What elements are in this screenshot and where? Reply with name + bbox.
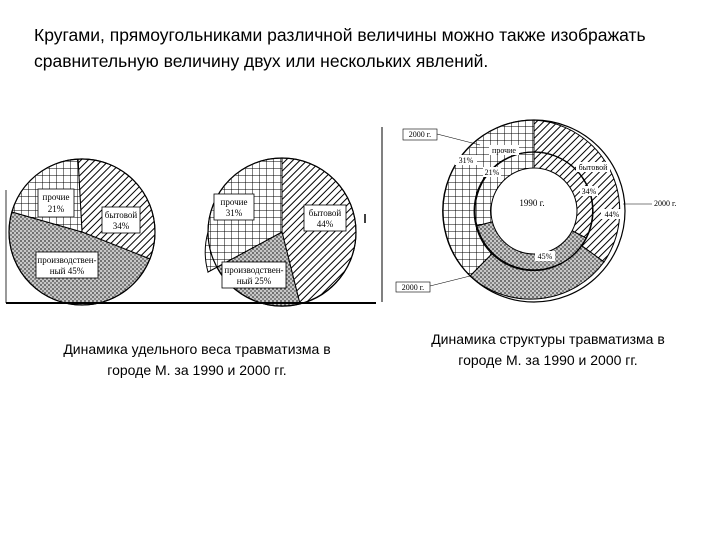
ring-pct-inner-bytovoy: 34% <box>581 187 597 196</box>
pie1-bytovoy-pct: 34% <box>112 221 130 231</box>
left-caption-line-2: городе М. за 1990 и 2000 гг. <box>107 362 287 378</box>
ring-inner-year: 1990 г. <box>519 198 545 208</box>
ring-year-right-label: 2000 г. <box>654 199 677 208</box>
pie2-proizv-label: производствен- <box>224 265 284 275</box>
left-caption-line-1: Динамика удельного веса травматизма в <box>63 341 331 357</box>
left-figure-caption <box>30 339 364 381</box>
heading-line-1: Кругами, прямоугольниками различной величины можно также изображать <box>34 25 646 45</box>
right-caption-line-1: Динамика структуры травматизма в <box>431 331 665 347</box>
left-pie-1990 <box>9 159 155 305</box>
ring-pct-inner-proizv: 45% <box>537 252 553 261</box>
ring-pct-outer-bytovoy: 44% <box>604 210 620 219</box>
ring-pct-inner-prochie: 21% <box>484 168 500 177</box>
ring-label-bytovoy: бытовой <box>578 163 608 172</box>
left-pie-2000 <box>205 158 356 306</box>
pie1-proizv-label: производствен- <box>37 255 97 265</box>
ring-year-top-label: 2000 г. <box>408 130 432 139</box>
pie1-proizv-pct: ный 45% <box>49 266 85 276</box>
heading-line-2: сравнительную величину двух или нескольких явлений. <box>34 51 489 71</box>
pie1-prochie-label: прочие <box>42 192 70 202</box>
pie1-prochie-pct: 21% <box>47 204 65 214</box>
pie2-prochie-pct: 31% <box>225 208 243 218</box>
right-caption-line-2: городе М. за 1990 и 2000 гг. <box>458 352 638 368</box>
right-ring-chart <box>382 120 676 302</box>
ring-year-bottom-label: 2000 г. <box>401 283 425 292</box>
pie1-bytovoy-label: бытовой <box>104 210 138 220</box>
pie2-bytovoy-pct: 44% <box>316 219 334 229</box>
right-figure-caption <box>400 329 696 371</box>
pie2-prochie-label: прочие <box>220 197 248 207</box>
pie2-bytovoy-label: бытовой <box>308 208 342 218</box>
pie2-proizv-pct: ный 25% <box>236 276 272 286</box>
ring-label-prochie: прочие <box>492 146 516 155</box>
ring-pct-outer-prochie: 31% <box>458 156 474 165</box>
